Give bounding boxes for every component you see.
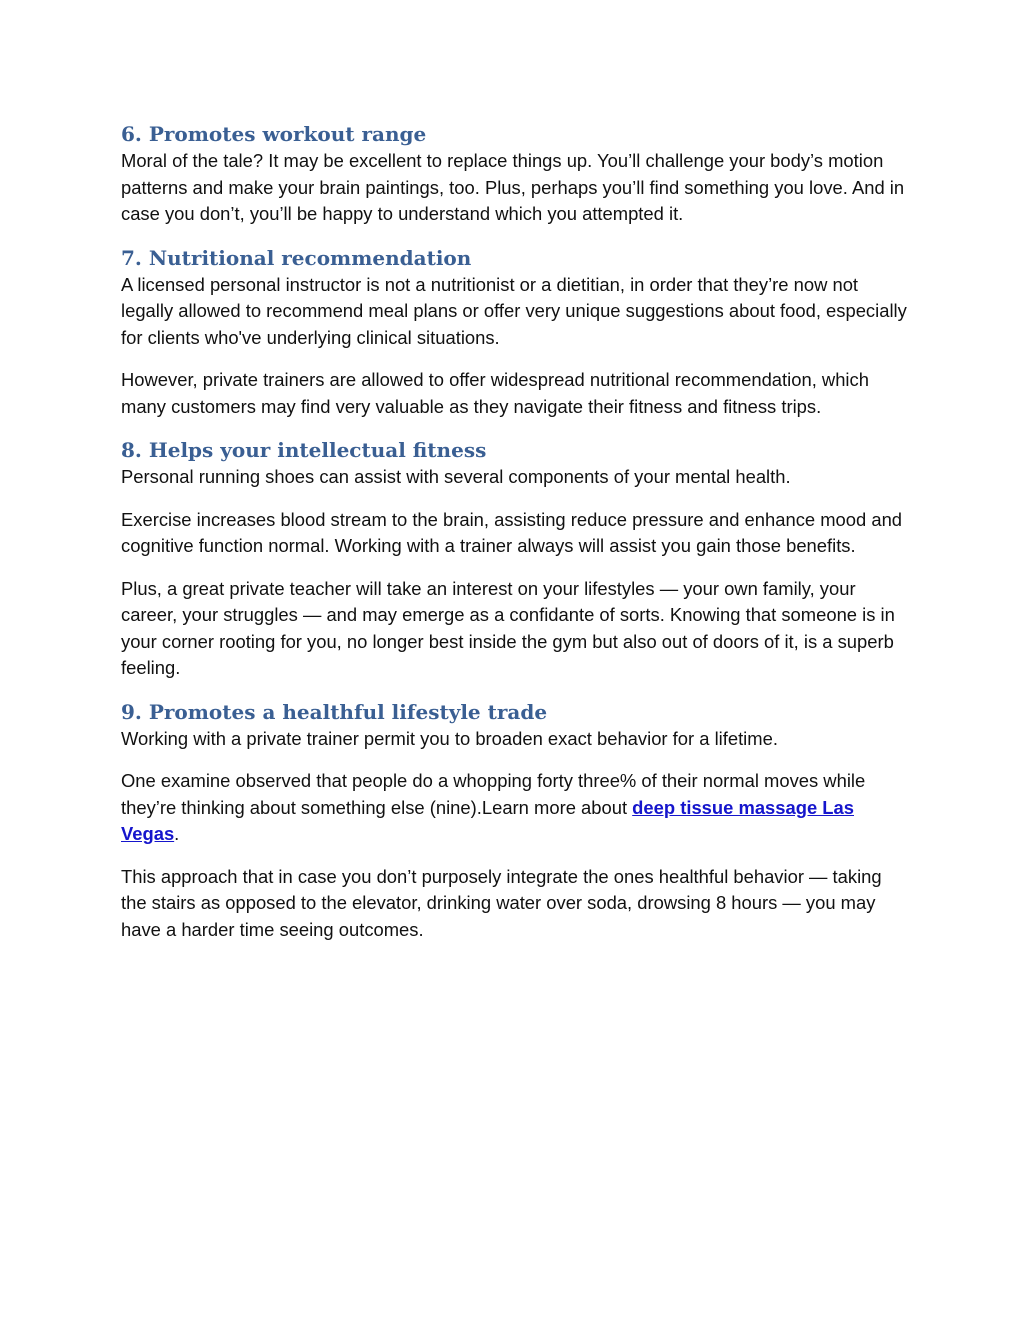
paragraph: Moral of the tale? It may be excellent to replace things up. You’ll challenge your body’s motion patterns and make your brain paintings, too. Plus, perhaps you’ll find something you love. And in case you don’t, you’ll be happy to understand which you attempted it. bbox=[121, 150, 905, 224]
paragraph-text: One examine observed that people do a whopping forty three% of their normal moves while they’re thinking about something else (nine).Learn more about bbox=[121, 770, 866, 818]
paragraph: However, private trainers are allowed to offer widespread nutritional recommendation, which many customers may find very valuable as they navigate their fitness and fitness trips. bbox=[121, 369, 869, 417]
paragraph-text: . bbox=[174, 823, 180, 844]
paragraph: Exercise increases blood stream to the brain, assisting reduce pressure and enhance mood and cognitive function normal. Working with a trainer always will assist you gain those benefits. bbox=[121, 508, 903, 556]
deep-tissue-massage-link[interactable]: deep tissue massage Las Vegas bbox=[121, 796, 854, 844]
section-heading: 8. Helps your intellectual fitness bbox=[121, 438, 487, 462]
section-heading: 7. Nutritional recommendation bbox=[121, 245, 472, 270]
section-8 bbox=[121, 436, 911, 682]
section-heading: 9. Promotes a healthful lifestyle trade bbox=[121, 699, 548, 724]
section-6 bbox=[121, 120, 911, 228]
paragraph: This approach that in case you don’t purposely integrate the ones healthful behavior — taking the stairs as opposed to the elevator, drinking water over soda, drowsing 8 hours — you may have a harder time seeing outcomes. bbox=[121, 865, 882, 940]
paragraph-with-link bbox=[121, 768, 911, 848]
paragraph: A licensed personal instructor is not a nutritionist or a dietitian, in order that they’re now not legally allowed to recommend meal plans or offer very unique suggestions about food, especially for clients who've underlying clinical situations. bbox=[121, 273, 907, 348]
paragraph: Plus, a great private teacher will take an interest on your lifestyles — your own family, your career, your struggles — and may emerge as a confidante of sorts. Knowing that someone is in your corner rooting for you, no longer best inside the gym but also out of doors of it, is a superb feeling. bbox=[121, 577, 895, 678]
section-7 bbox=[121, 244, 911, 421]
section-heading: 6. Promotes workout range bbox=[121, 122, 427, 146]
paragraph: Working with a private trainer permit you to broaden exact behavior for a lifetime. bbox=[121, 727, 778, 749]
paragraph: Personal running shoes can assist with several components of your mental health. bbox=[121, 466, 791, 487]
document-page bbox=[121, 120, 911, 959]
section-9 bbox=[121, 698, 911, 944]
